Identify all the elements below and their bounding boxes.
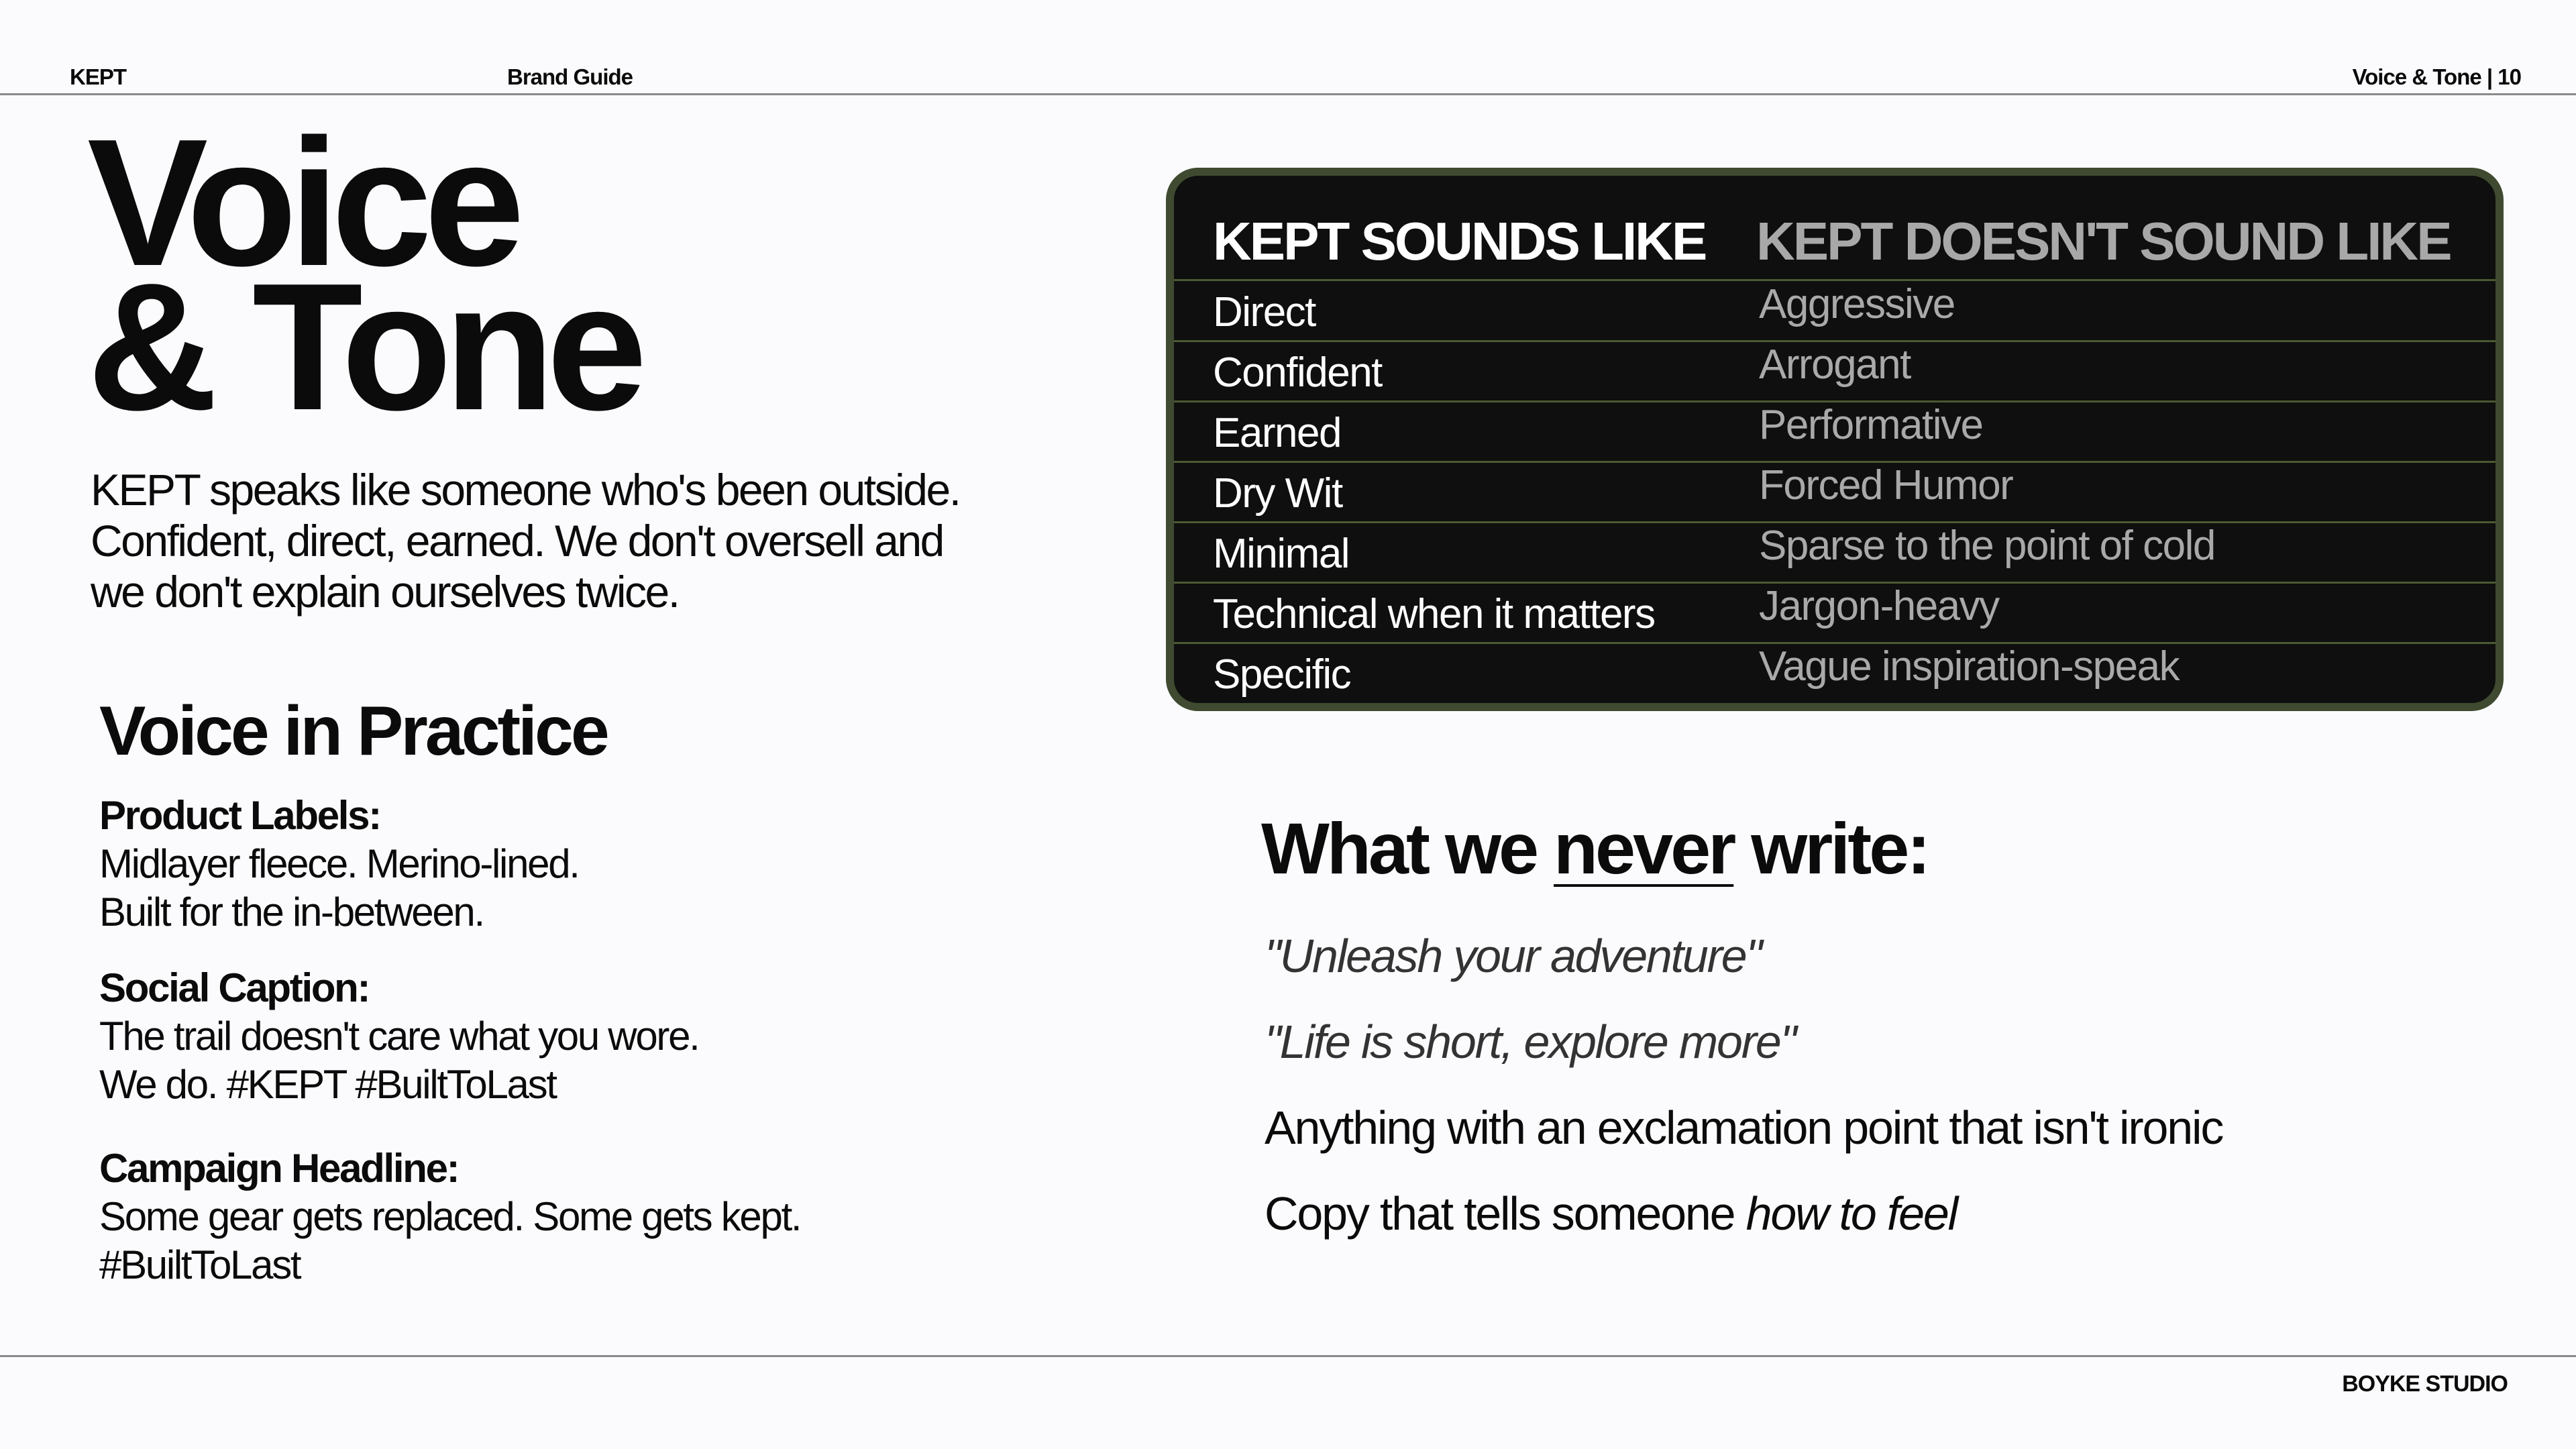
never-item-quote-1: "Unleash your adventure" [1265,930,1762,982]
table-header-sounds-like: KEPT SOUNDS LIKE [1213,211,1706,271]
table-cell-doesnt-sound-like: Sparse to the point of cold [1759,523,2215,569]
page-title-line-1: Voice [87,102,517,304]
table-cell-doesnt-sound-like: Vague inspiration-speak [1759,643,2180,690]
footer-studio: BOYKE STUDIO [2342,1371,2508,1397]
never-item-quote-2: "Life is short, explore more" [1265,1016,1796,1068]
voice-in-practice-title: Voice in Practice [99,692,607,770]
page-title-line-2: & Tone [87,246,639,448]
never-item-exclamation: Anything with an exclamation point that isn't ironic [1265,1102,2223,1154]
voice-comparison-table [1166,168,2504,711]
example-line: #BuiltToLast [99,1242,301,1287]
table-cell-sounds-like: Specific [1213,651,1351,698]
example-line: Midlayer fleece. Merino-lined. [99,841,579,886]
intro-paragraph: KEPT speaks like someone who's been outside. Confident, direct, earned. We don't oversell and we don't explain ourselves twice. [91,465,960,616]
table-cell-sounds-like: Confident [1213,350,1382,396]
example-line: The trail doesn't care what you wore. [99,1014,699,1059]
table-cell-sounds-like: Minimal [1213,531,1350,577]
table-cell-doesnt-sound-like: Jargon-heavy [1759,583,1999,629]
example-campaign-headline [99,1144,1072,1289]
table-header-doesnt-sound-like: KEPT DOESN'T SOUND LIKE [1756,211,2451,271]
table-cell-sounds-like: Direct [1213,289,1316,335]
example-label: Campaign Headline: [99,1146,459,1191]
never-write-title [1261,802,1928,896]
example-line: We do. #KEPT #BuiltToLast [99,1062,556,1107]
example-line: Built for the in-between. [99,890,484,934]
never-item-how-to-feel [1265,1187,1957,1240]
example-social-caption [99,964,1072,1109]
example-line: Some gear gets replaced. Some gets kept. [99,1194,801,1239]
never-title-prefix: What we [1261,808,1554,889]
table-cell-doesnt-sound-like: Aggressive [1759,281,1955,327]
header-doc-title: Brand Guide [507,64,633,89]
never-item-text: Copy that tells someone [1265,1187,1746,1240]
example-label: Product Labels: [99,793,380,838]
header-section-page: Voice & Tone | 10 [2352,64,2521,89]
example-label: Social Caption: [99,965,370,1010]
table-cell-doesnt-sound-like: Forced Humor [1759,462,2013,508]
footer-rule [0,1355,2576,1357]
header-brand: KEPT [70,64,127,89]
page-title [87,102,639,448]
table-cell-sounds-like: Technical when it matters [1213,591,1655,637]
never-title-suffix: write: [1733,808,1929,889]
never-title-emphasis: never [1554,808,1734,889]
never-item-emphasis: how to feel [1746,1187,1957,1240]
table-cell-sounds-like: Earned [1213,410,1341,456]
header-rule [0,93,2576,95]
table-cell-sounds-like: Dry Wit [1213,470,1342,517]
table-cell-doesnt-sound-like: Performative [1759,402,1983,448]
table-cell-doesnt-sound-like: Arrogant [1759,341,1911,388]
example-product-labels [99,792,1072,936]
